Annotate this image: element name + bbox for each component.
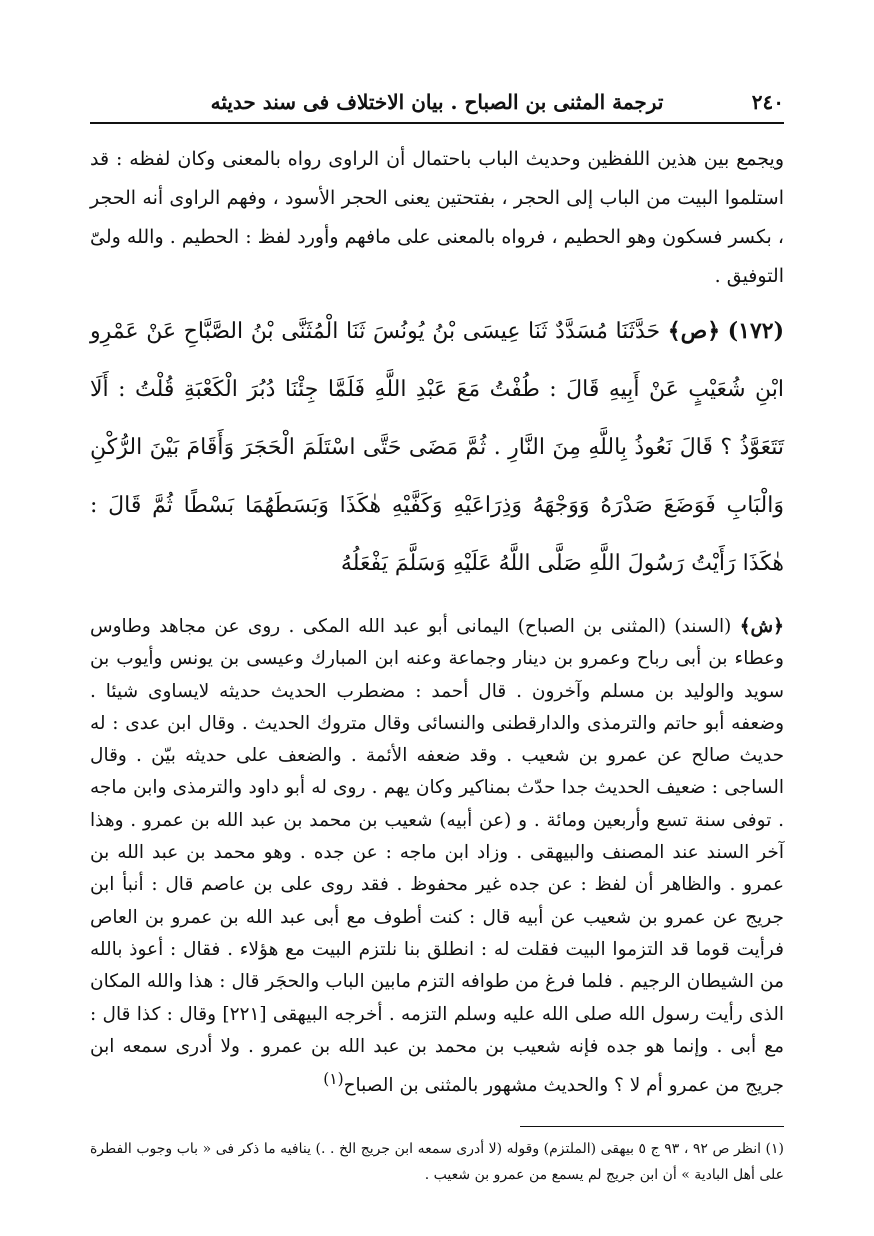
footnote: (١) انظر ص ٩٢ ، ٩٣ ج ٥ بيهقى (الملتزم) وقوله (لا أدرى سمعه ابن جريج الخ . .) ينافيه ما ذكر فى « باب وجوب الفطرة على أهل البادية » أن ابن جريج لم يسمع من عمرو بن شعيب . <box>90 1141 785 1183</box>
intro-paragraph: ويجمع بين هذين اللفظين وحديث الباب باحتمال أن الراوى رواه بالمعنى وكان لفظه : قد استلموا البيت من الباب إلى الحجر ، بفتحتين يعنى الحجر الأسود ، وفهم الراوى أنه الحجر ، بكسر فسكون وهو الحطيم ، فرواه بالمعنى على مافهم وأورد لفظ : الحطيم . والله ولىّ التوفيق . <box>90 148 784 287</box>
page-body <box>90 140 784 1103</box>
hadith-text: حَدَّثَنَا مُسَدَّدٌ ثَنَا عِيسَى بْنُ يُونُسَ ثَنَا الْمُثَنَّى بْنُ الصَّبَّاحِ عَنْ عَمْرِو ابْنِ شُعَيْبٍ عَنْ أَبِيهِ قَالَ : طُفْتُ مَعَ عَبْدِ اللَّهِ فَلَمَّا جِئْنَا دُبُرَ الْكَعْبَةِ قُلْتُ : أَلَا تَتَعَوَّذُ ؟ قَالَ نَعُوذُ بِاللَّهِ مِنَ النَّارِ . ثُمَّ مَضَى حَتَّى اسْتَلَمَ الْحَجَرَ وَأَقَامَ بَيْنَ الرُّكْنِ وَالْبَابِ فَوَضَعَ صَدْرَهُ وَوَجْهَهُ وَذِرَاعَيْهِ وَكَفَّيْهِ هٰكَذَا وَبَسَطَهُمَا بَسْطًا ثُمَّ قَالَ : هٰكَذَا رَأَيْتُ رَسُولَ اللَّهِ صَلَّى اللَّهُ عَلَيْهِ وَسَلَّمَ يَفْعَلُهُ <box>90 319 784 576</box>
hadith-marker: ﴿ص﴾ <box>667 318 721 344</box>
footnote-reference: (١) <box>323 1070 344 1089</box>
hadith-paragraph <box>90 302 784 593</box>
commentary-paragraph <box>90 611 784 1103</box>
commentary-marker: ﴿ش﴾ <box>739 616 784 637</box>
footnote-divider <box>520 1126 784 1127</box>
running-title: ترجمة المثنى بن الصباح . بيان الاختلاف فى سند حديثه <box>210 90 664 114</box>
hadith-number: (١٧٢) <box>727 318 784 344</box>
page-number: ٢٤٠ <box>751 90 784 114</box>
commentary-text: (السند) (المثنى بن الصباح) اليمانى أبو عبد الله المكى . روى عن مجاهد وطاوس وعطاء بن أبى رباح وعمرو بن دينار وجماعة وعنه ابن المبارك وعيسى بن يونس وأيوب بن سويد والوليد بن مسلم وآخرون . قال أحمد : مضطرب الحديث حديثه لايساوى شيئا . وضعفه أبو حاتم والترمذى والدارقطنى والنسائى وقال متروك الحديث . وقال ابن عدى : له حديث صالح عن عمرو بن شعيب . وقد ضعفه الأئمة . والضعف على حديثه بيّن . وقال الساجى : ضعيف الحديث جدا حدّث بمناكير وكان يهم . روى له أبو داود والترمذى وابن ماجه . توفى سنة تسع وأربعين ومائة . و (عن أبيه) شعيب بن محمد بن عبد الله بن عمرو . وهذا آخر السند عند المصنف والبيهقى . وزاد ابن ماجه : عن جده . وهو محمد بن عبد الله بن عمرو . والظاهر أن لفظ : عن جده غير محفوظ . فقد روى على بن عاصم قال : أنبأ ابن جريج عن عمرو بن شعيب عن أبيه قال : كنت أطوف مع أبى عبد الله بن عمرو بن العاص فرأيت قوما قد التزموا البيت فقلت له : انطلق بنا نلتزم البيت مع هؤلاء . فقال : أعوذ بالله من الشيطان الرجيم . فلما فرغ من طوافه التزم مابين الباب والحجَر قال : هذا والله المكان الذى رأيت رسول الله صلى الله عليه وسلم التزمه . أخرجه البيهقى [٢٢١] وقال : كذا قال : مع أبى . وإنما هو جده فإنه شعيب بن محمد بن عبد الله بن عمرو . ولا أدرى سمعه ابن جريج من عمرو أم لا ؟ والحديث مشهور بالمثنى بن الصباح <box>90 616 784 1097</box>
page-header <box>90 82 784 124</box>
